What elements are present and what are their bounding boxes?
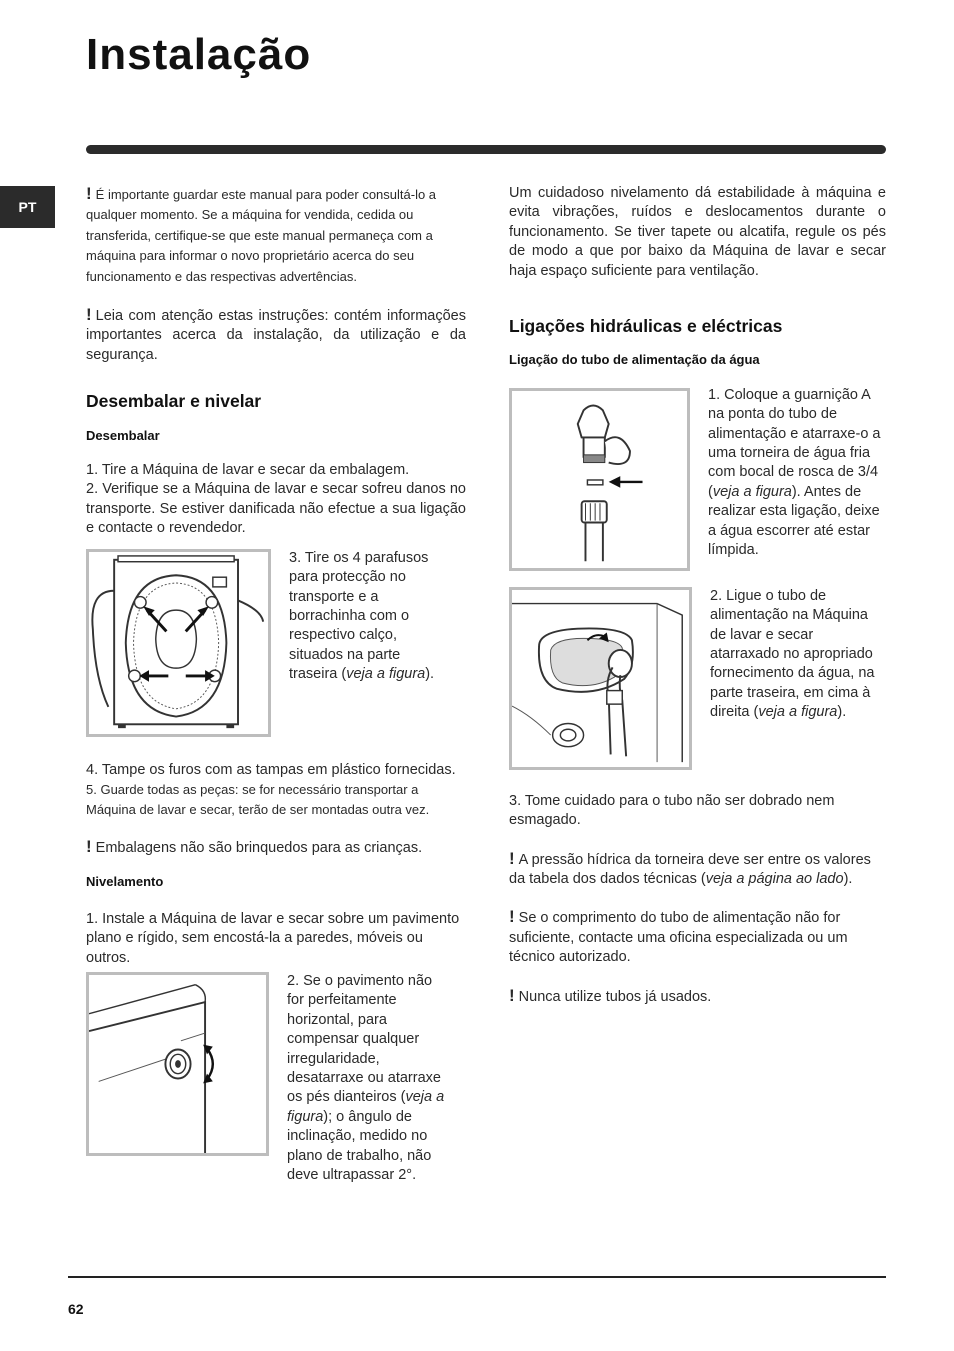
page-title: Instalação: [86, 30, 312, 79]
warning-icon: !: [86, 184, 92, 203]
leveling-foot-figure: [86, 972, 269, 1156]
subsection-title-water-hose: Ligação do tubo de alimentação da água: [509, 352, 760, 368]
tap-fitting-figure: [509, 388, 690, 571]
warning-icon: !: [509, 848, 515, 868]
warning-icon: !: [86, 836, 92, 856]
transport-bolts-block: [86, 549, 466, 737]
leveling-step-2: 2. Se o pavimento não for perfeitamente horizontal, para compensar qualquer irregularidade, desatarraxe ou atarraxe os pés dianteiros (veja a figura); o ângulo de inclinação, medido no plano de trabalho, não deve ultrapassar 2°.: [287, 972, 445, 1183]
right-column: [509, 184, 886, 1007]
warning-icon: !: [86, 305, 92, 325]
warning-read-instructions: ! Leia com atenção estas instruções: contém informações importantes acerca da instalação, da utilização e da segurança.: [86, 305, 466, 363]
machine-inlet-illustration: [512, 590, 689, 767]
leveling-intro: Um cuidadoso nivelamento dá estabilidade à máquina e evita vibrações, ruídos e deslocamentos durante o funcionamento. Se tiver tapete ou alcatifa, regule os pés de modo a que por baixo da Máquina de lavar e secar haja espaço suficiente para ventilação.: [509, 185, 886, 279]
unpack-step-4: 4. Tampe os furos com as tampas em plástico fornecidas.: [86, 761, 456, 778]
warning-packaging: ! Embalagens não são brinquedos para as crianças.: [86, 836, 423, 856]
section-title-connections: Ligações hidráulicas e eléctricas: [509, 316, 783, 337]
subsection-title-leveling: Nivelamento: [86, 874, 164, 890]
page-number: 62: [68, 1301, 84, 1317]
machine-back-figure: [86, 549, 271, 737]
warning-keep-manual: ! É importante guardar este manual para poder consultá-lo a qualquer momento. Se a máquina for vendida, cedida ou transferida, certifique-se que este manual permaneça com a máquina para informar o novo proprietário acerca do seu funcionamento e das respectivas advertências.: [86, 184, 437, 284]
warning-hose-length: ! Se o comprimento do tubo de alimentação não for suficiente, contacte uma oficina especializada ou um técnico autorizado.: [509, 907, 848, 966]
left-column: [86, 184, 466, 1185]
unpack-step-2: 2. Verifique se a Máquina de lavar e secar sofreu danos no transporte. Se estiver danificada não efectue a sua ligação e contacte o revendedor.: [86, 481, 466, 537]
warning-icon: !: [509, 907, 515, 927]
footer-rule: [68, 1276, 886, 1278]
leveling-foot-illustration: [89, 975, 266, 1153]
title-rule: [86, 145, 886, 154]
subsection-title-unpack: Desembalar: [86, 427, 160, 443]
warning-water-pressure: ! A pressão hídrica da torneira deve ser entre os valores da tabela dos dados técnicas (veja a página ao lado).: [509, 848, 871, 888]
section-title-unpack-level: Desembalar e nivelar: [86, 391, 262, 412]
leveling-step-1: 1. Instale a Máquina de lavar e secar sobre um pavimento plano e rígido, sem encostá-la a paredes, móveis ou outros.: [86, 910, 460, 966]
leveling-block: [86, 972, 466, 1185]
hose-step-3: 3. Tome cuidado para o tubo não ser dobrado nem esmagado.: [509, 792, 835, 829]
hose-step-1: 1. Coloque a guarnição A na ponta do tubo de alimentação e atarraxe-o a uma torneira de água fria com bocal de rosca de 3/4 (veja a figura). Antes de realizar esta ligação, deixe a água escorrer até estar límpida.: [708, 386, 881, 559]
machine-inlet-figure: [509, 587, 692, 770]
hose-step2-block: [509, 587, 886, 770]
unpack-step-5: 5. Guarde todas as peças: se for necessário transportar a Máquina de lavar e secar, terão de ser montadas outra vez.: [86, 782, 430, 817]
unpack-step-3: 3. Tire os 4 parafusos para protecção no transporte e a borrachinha com o respectivo calço, situados na parte traseira (veja a figura).: [289, 549, 435, 683]
machine-back-illustration: [89, 552, 268, 734]
warning-used-hoses: ! Nunca utilize tubos já usados.: [509, 985, 712, 1005]
hose-step-2: 2. Ligue o tubo de alimentação na Máquina de lavar e secar atarraxado no apropriado fornecimento da água, na parte traseira, em cima à direita (veja a figura).: [710, 587, 875, 721]
unpack-step-1: 1. Tire a Máquina de lavar e secar da embalagem.: [86, 462, 410, 479]
warning-icon: !: [509, 985, 515, 1005]
tap-fitting-illustration: [512, 391, 687, 568]
language-tab: PT: [0, 186, 55, 228]
hose-step1-block: [509, 386, 886, 571]
